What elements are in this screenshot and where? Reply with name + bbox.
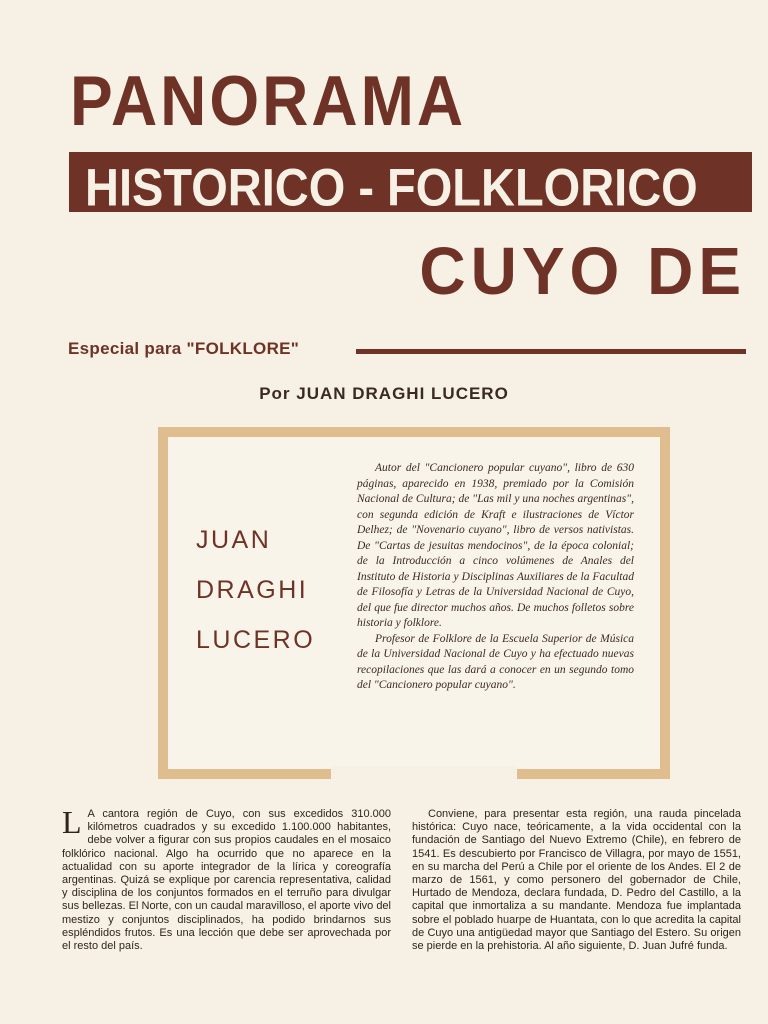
bio-paragraph: Profesor de Folklore de la Escuela Superior de Música de la Universidad Nacional de Cuyo y ha efectuado nuevas recopilaciones que las dará a conocer en un segundo tomo del "Cancionero popular cuyano". [357, 632, 634, 691]
title-panorama: PANORAMA [70, 61, 467, 141]
author-box-frame-gap [331, 766, 517, 782]
byline: Por JUAN DRAGHI LUCERO [259, 384, 509, 403]
title-historico-folklorico: HISTORICO - FOLKLORICO [85, 157, 698, 217]
article-text: Conviene, para presentar esta región, una rauda pincelada histórica: Cuyo nace, teóricamente, a la vida occidental con la fundación de Santiago del Nuevo Extremo (Chile), en febrero de 1541. Es descubierto por Francisco de Villagra, por mayo de 1551, en su marcha del Perú a Chile por el oriente de los Andes. El 2 de marzo de 1561, y como personero del gobernador de Chile, Hurtado de Mendoza, declara fundada, D. Pedro del Castillo, a la capital que inmortaliza a su mandante. Mendoza fue implantada sobre el poblado huarpe de Huantata, con lo que acredita la capital de Cuyo una antigüedad mayor que Santiago del Estero. Su origen se pierde en la prehistoria. Al año siguiente, D. Juan Jufré funda. [412, 808, 741, 953]
bio-paragraph: Autor del "Cancionero popular cuyano", libro de 630 páginas, aparecido en 1938, premiado por la Comisión Nacional de Cultura; de "Las mil y una noches argentinas", con segunda edición de Kraft e ilustraciones de Víctor Delhez; de "Novenario cuyano", libro de versos nativistas. De "Cartas de jesuitas mendocinos", de la época colonial; de la Introducción a cinco volúmenes de Anales del Instituto de Historia y Disciplinas Auxiliares de la Facultad de Filosofía y Letras de la Universidad Nacional de Cuyo, del que fue director muchos años. De muchos folletos sobre historia y folklore. [357, 462, 634, 629]
article-column-right [412, 808, 741, 953]
special-rule [356, 349, 746, 354]
author-name-line: DRAGHI [196, 576, 309, 604]
article-column-left [62, 804, 391, 953]
title-band [69, 152, 752, 217]
title-cuyo-de: CUYO DE [419, 233, 746, 309]
author-name [196, 515, 315, 665]
drop-cap: L [62, 804, 82, 840]
special-row [68, 337, 748, 361]
author-name-line: JUAN [196, 526, 272, 554]
author-name-line: LUCERO [196, 626, 316, 654]
special-label: Especial para "FOLKLORE" [68, 339, 300, 358]
article-text: A cantora región de Cuyo, con sus excedidos 310.000 kilómetros cuadrados y su excedido 1.100.000 habitantes, debe volver a figurar con sus propios caudales en el mosaico folklórico nacional. Algo ha ocurrido que no aparece en la actualidad con su aporte integrador de la lírica y coreografía argentinas. Quizá se explique por carencia representativa, calidad y disciplina de los conjuntos formados en el terruño para divulgar sus bellezas. El Norte, con un caudal maravilloso, el aporte vivo del mestizo y conjuntos disciplinados, ha podido brindarnos sus espléndidos frutos. Es una lección que debe ser aprovechada por el resto del país. [62, 808, 391, 953]
author-bio [357, 461, 634, 694]
